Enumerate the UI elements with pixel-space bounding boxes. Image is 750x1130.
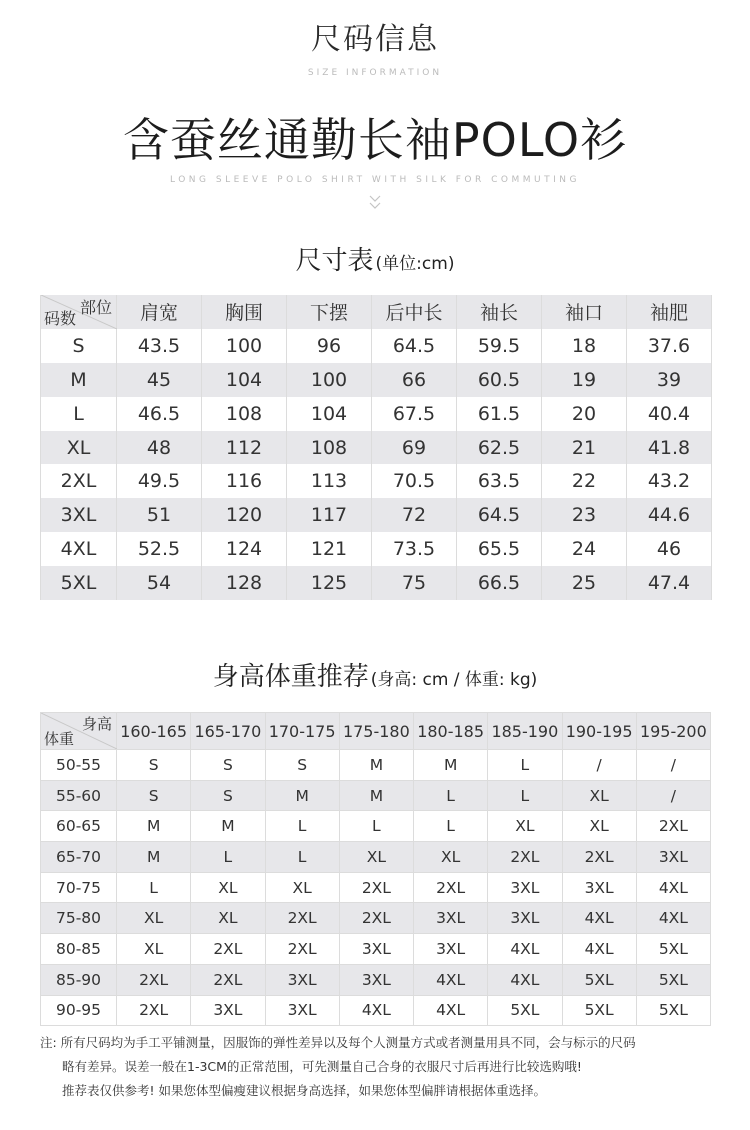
table-cell: M [265,780,339,811]
row-label: 70-75 [41,872,117,903]
table-cell: 49.5 [117,464,202,498]
table-cell: XL [191,872,265,903]
row-label: 75-80 [41,903,117,934]
table-cell: 2XL [488,842,562,873]
table-header-row [41,295,712,329]
table-cell: XL [265,872,339,903]
table-row [41,842,711,873]
table-cell: 45 [117,363,202,397]
table-cell: 22 [542,464,627,498]
row-label: 55-60 [41,780,117,811]
table-cell: / [636,780,710,811]
table-corner-cell [41,295,117,329]
table-cell: 70.5 [372,464,457,498]
table-cell: M [339,750,413,781]
table-cell: 2XL [339,872,413,903]
table-cell: 104 [202,363,287,397]
corner-row-label: 码数 [44,308,77,328]
corner-column-label: 身高 [81,715,112,733]
table-cell: 25 [542,566,627,600]
size-chart-title-text: 尺寸表 [295,246,374,276]
table-cell: 73.5 [372,532,457,566]
table-cell: 69 [372,431,457,465]
table-cell: M [117,811,191,842]
table-cell: 5XL [488,995,562,1026]
table-cell: 2XL [191,934,265,965]
table-cell: 100 [287,363,372,397]
table-cell: S [191,780,265,811]
table-cell: 2XL [339,903,413,934]
table-cell: 62.5 [457,431,542,465]
row-label: L [41,397,117,431]
row-label: 85-90 [41,964,117,995]
table-cell: 4XL [636,872,710,903]
table-row [41,498,712,532]
table-cell: 3XL [265,995,339,1026]
table-cell: 2XL [562,842,636,873]
table-cell: 48 [117,431,202,465]
table-row [41,532,712,566]
table-cell: 2XL [414,872,488,903]
table-row [41,363,712,397]
column-header: 195-200 [636,713,710,750]
recommendation-unit: (身高: cm / 体重: kg) [370,670,538,690]
table-cell: XL [562,780,636,811]
table-cell: 4XL [636,903,710,934]
table-cell: 52.5 [117,532,202,566]
table-cell: 3XL [265,964,339,995]
recommendation-title-text: 身高体重推荐 [212,662,369,692]
table-cell: 59.5 [457,329,542,363]
table-row [41,964,711,995]
table-cell: 5XL [562,964,636,995]
table-cell: L [488,750,562,781]
table-cell: 67.5 [372,397,457,431]
table-cell: 4XL [414,995,488,1026]
table-cell: XL [339,842,413,873]
table-cell: 2XL [265,934,339,965]
table-row [41,995,711,1026]
table-row [41,397,712,431]
table-cell: 5XL [636,964,710,995]
table-cell: 66.5 [457,566,542,600]
table-cell: L [414,811,488,842]
table-cell: XL [117,934,191,965]
table-cell: 44.6 [627,498,712,532]
table-cell: 75 [372,566,457,600]
table-cell: L [191,842,265,873]
table-cell: 2XL [117,964,191,995]
table-cell: M [414,750,488,781]
table-cell: 4XL [488,964,562,995]
table-cell: 43.5 [117,329,202,363]
table-row [41,811,711,842]
row-label: 90-95 [41,995,117,1026]
page-title: 尺码信息 [311,22,439,57]
column-header: 胸围 [202,295,287,329]
column-header: 袖口 [542,295,627,329]
table-cell: 116 [202,464,287,498]
row-label: 65-70 [41,842,117,873]
row-label: 50-55 [41,750,117,781]
size-chart-title [0,240,750,277]
table-cell: 3XL [636,842,710,873]
column-header: 190-195 [562,713,636,750]
table-cell: XL [191,903,265,934]
table-row [41,780,711,811]
table-cell: 19 [542,363,627,397]
table-row [41,750,711,781]
table-cell: 4XL [562,903,636,934]
table-cell: S [117,750,191,781]
table-cell: M [339,780,413,811]
table-cell: 121 [287,532,372,566]
table-cell: 2XL [265,903,339,934]
table-cell: XL [117,903,191,934]
table-cell: 96 [287,329,372,363]
table-cell: 2XL [191,964,265,995]
row-label: XL [41,431,117,465]
table-cell: 2XL [117,995,191,1026]
table-cell: 24 [542,532,627,566]
row-label: 4XL [41,532,117,566]
table-cell: 3XL [339,964,413,995]
corner-row-label: 体重 [44,730,75,748]
size-chart-unit: (单位:cm) [375,254,455,274]
table-cell: 37.6 [627,329,712,363]
corner-column-label: 部位 [79,298,112,317]
note-line: 推荐表仅供参考! 如果您体型偏瘦建议根据身高选择，如果您体型偏胖请根据体重选择。 [62,1083,546,1098]
page-title-en: SIZE INFORMATION [307,68,443,78]
column-header: 肩宽 [117,295,202,329]
table-cell: 64.5 [372,329,457,363]
table-cell: 5XL [562,995,636,1026]
table-cell: 125 [287,566,372,600]
recommendation-title [0,656,750,693]
table-cell: 20 [542,397,627,431]
column-header: 175-180 [339,713,413,750]
table-cell: 64.5 [457,498,542,532]
table-cell: L [265,811,339,842]
measurement-note [40,1031,720,1103]
table-cell: 46 [627,532,712,566]
table-row [41,872,711,903]
column-header: 下摆 [287,295,372,329]
table-cell: L [414,780,488,811]
table-cell: 120 [202,498,287,532]
table-cell: 40.4 [627,397,712,431]
product-title-en: LONG SLEEVE POLO SHIRT WITH SILK FOR COMMUTING [170,175,580,185]
table-cell: 63.5 [457,464,542,498]
size-chart-table [40,295,712,600]
table-cell: 108 [202,397,287,431]
table-cell: 3XL [414,903,488,934]
table-cell: 4XL [339,995,413,1026]
table-cell: 5XL [636,934,710,965]
table-cell: 54 [117,566,202,600]
row-label: 2XL [41,464,117,498]
table-cell: 47.4 [627,566,712,600]
table-cell: S [191,750,265,781]
table-cell: L [488,780,562,811]
table-cell: L [339,811,413,842]
double-chevron-down-icon [0,193,750,215]
table-cell: L [117,872,191,903]
table-cell: 5XL [636,995,710,1026]
column-header: 后中长 [372,295,457,329]
column-header: 170-175 [265,713,339,750]
table-corner-cell [41,713,117,750]
table-cell: 104 [287,397,372,431]
table-cell: 100 [202,329,287,363]
column-header: 165-170 [191,713,265,750]
column-header: 180-185 [414,713,488,750]
table-row [41,464,712,498]
table-cell: M [191,811,265,842]
column-header: 160-165 [117,713,191,750]
table-cell: M [117,842,191,873]
table-cell: 4XL [562,934,636,965]
table-cell: 3XL [562,872,636,903]
note-line: 略有差异。误差一般在1-3CM的正常范围，可先测量自己合身的衣服尺寸后再进行比较选购哦! [62,1059,582,1074]
table-cell: 3XL [414,934,488,965]
table-row [41,566,712,600]
row-label: M [41,363,117,397]
table-cell: 4XL [488,934,562,965]
table-cell: 18 [542,329,627,363]
table-cell: 124 [202,532,287,566]
row-label: 5XL [41,566,117,600]
column-header: 185-190 [488,713,562,750]
note-line: 注: 所有尺码均为手工平铺测量，因服饰的弹性差异以及每个人测量方式或者测量用具不同，会与标示的尺码 [40,1035,636,1050]
column-header: 袖长 [457,295,542,329]
row-label: S [41,329,117,363]
table-cell: 112 [202,431,287,465]
table-header-row [41,713,711,750]
table-cell: / [636,750,710,781]
table-cell: 61.5 [457,397,542,431]
product-title: 含蚕丝通勤长袖POLO衫 [122,113,628,167]
table-cell: 43.2 [627,464,712,498]
table-cell: L [265,842,339,873]
row-label: 60-65 [41,811,117,842]
table-cell: 128 [202,566,287,600]
table-cell: XL [562,811,636,842]
table-cell: 113 [287,464,372,498]
table-cell: 4XL [414,964,488,995]
table-cell: S [117,780,191,811]
table-cell: S [265,750,339,781]
table-cell: 117 [287,498,372,532]
table-cell: 21 [542,431,627,465]
table-cell: 3XL [339,934,413,965]
table-row [41,903,711,934]
table-cell: XL [414,842,488,873]
table-row [41,934,711,965]
table-cell: 3XL [191,995,265,1026]
recommendation-table [40,712,711,1026]
row-label: 3XL [41,498,117,532]
table-cell: 51 [117,498,202,532]
table-cell: 60.5 [457,363,542,397]
table-row [41,431,712,465]
table-cell: XL [488,811,562,842]
row-label: 80-85 [41,934,117,965]
table-cell: 108 [287,431,372,465]
table-cell: 3XL [488,903,562,934]
table-cell: 23 [542,498,627,532]
table-cell: 41.8 [627,431,712,465]
table-cell: 39 [627,363,712,397]
table-cell: 2XL [636,811,710,842]
table-cell: 72 [372,498,457,532]
table-cell: 46.5 [117,397,202,431]
column-header: 袖肥 [627,295,712,329]
table-row [41,329,712,363]
table-cell: / [562,750,636,781]
table-cell: 3XL [488,872,562,903]
table-cell: 65.5 [457,532,542,566]
table-cell: 66 [372,363,457,397]
